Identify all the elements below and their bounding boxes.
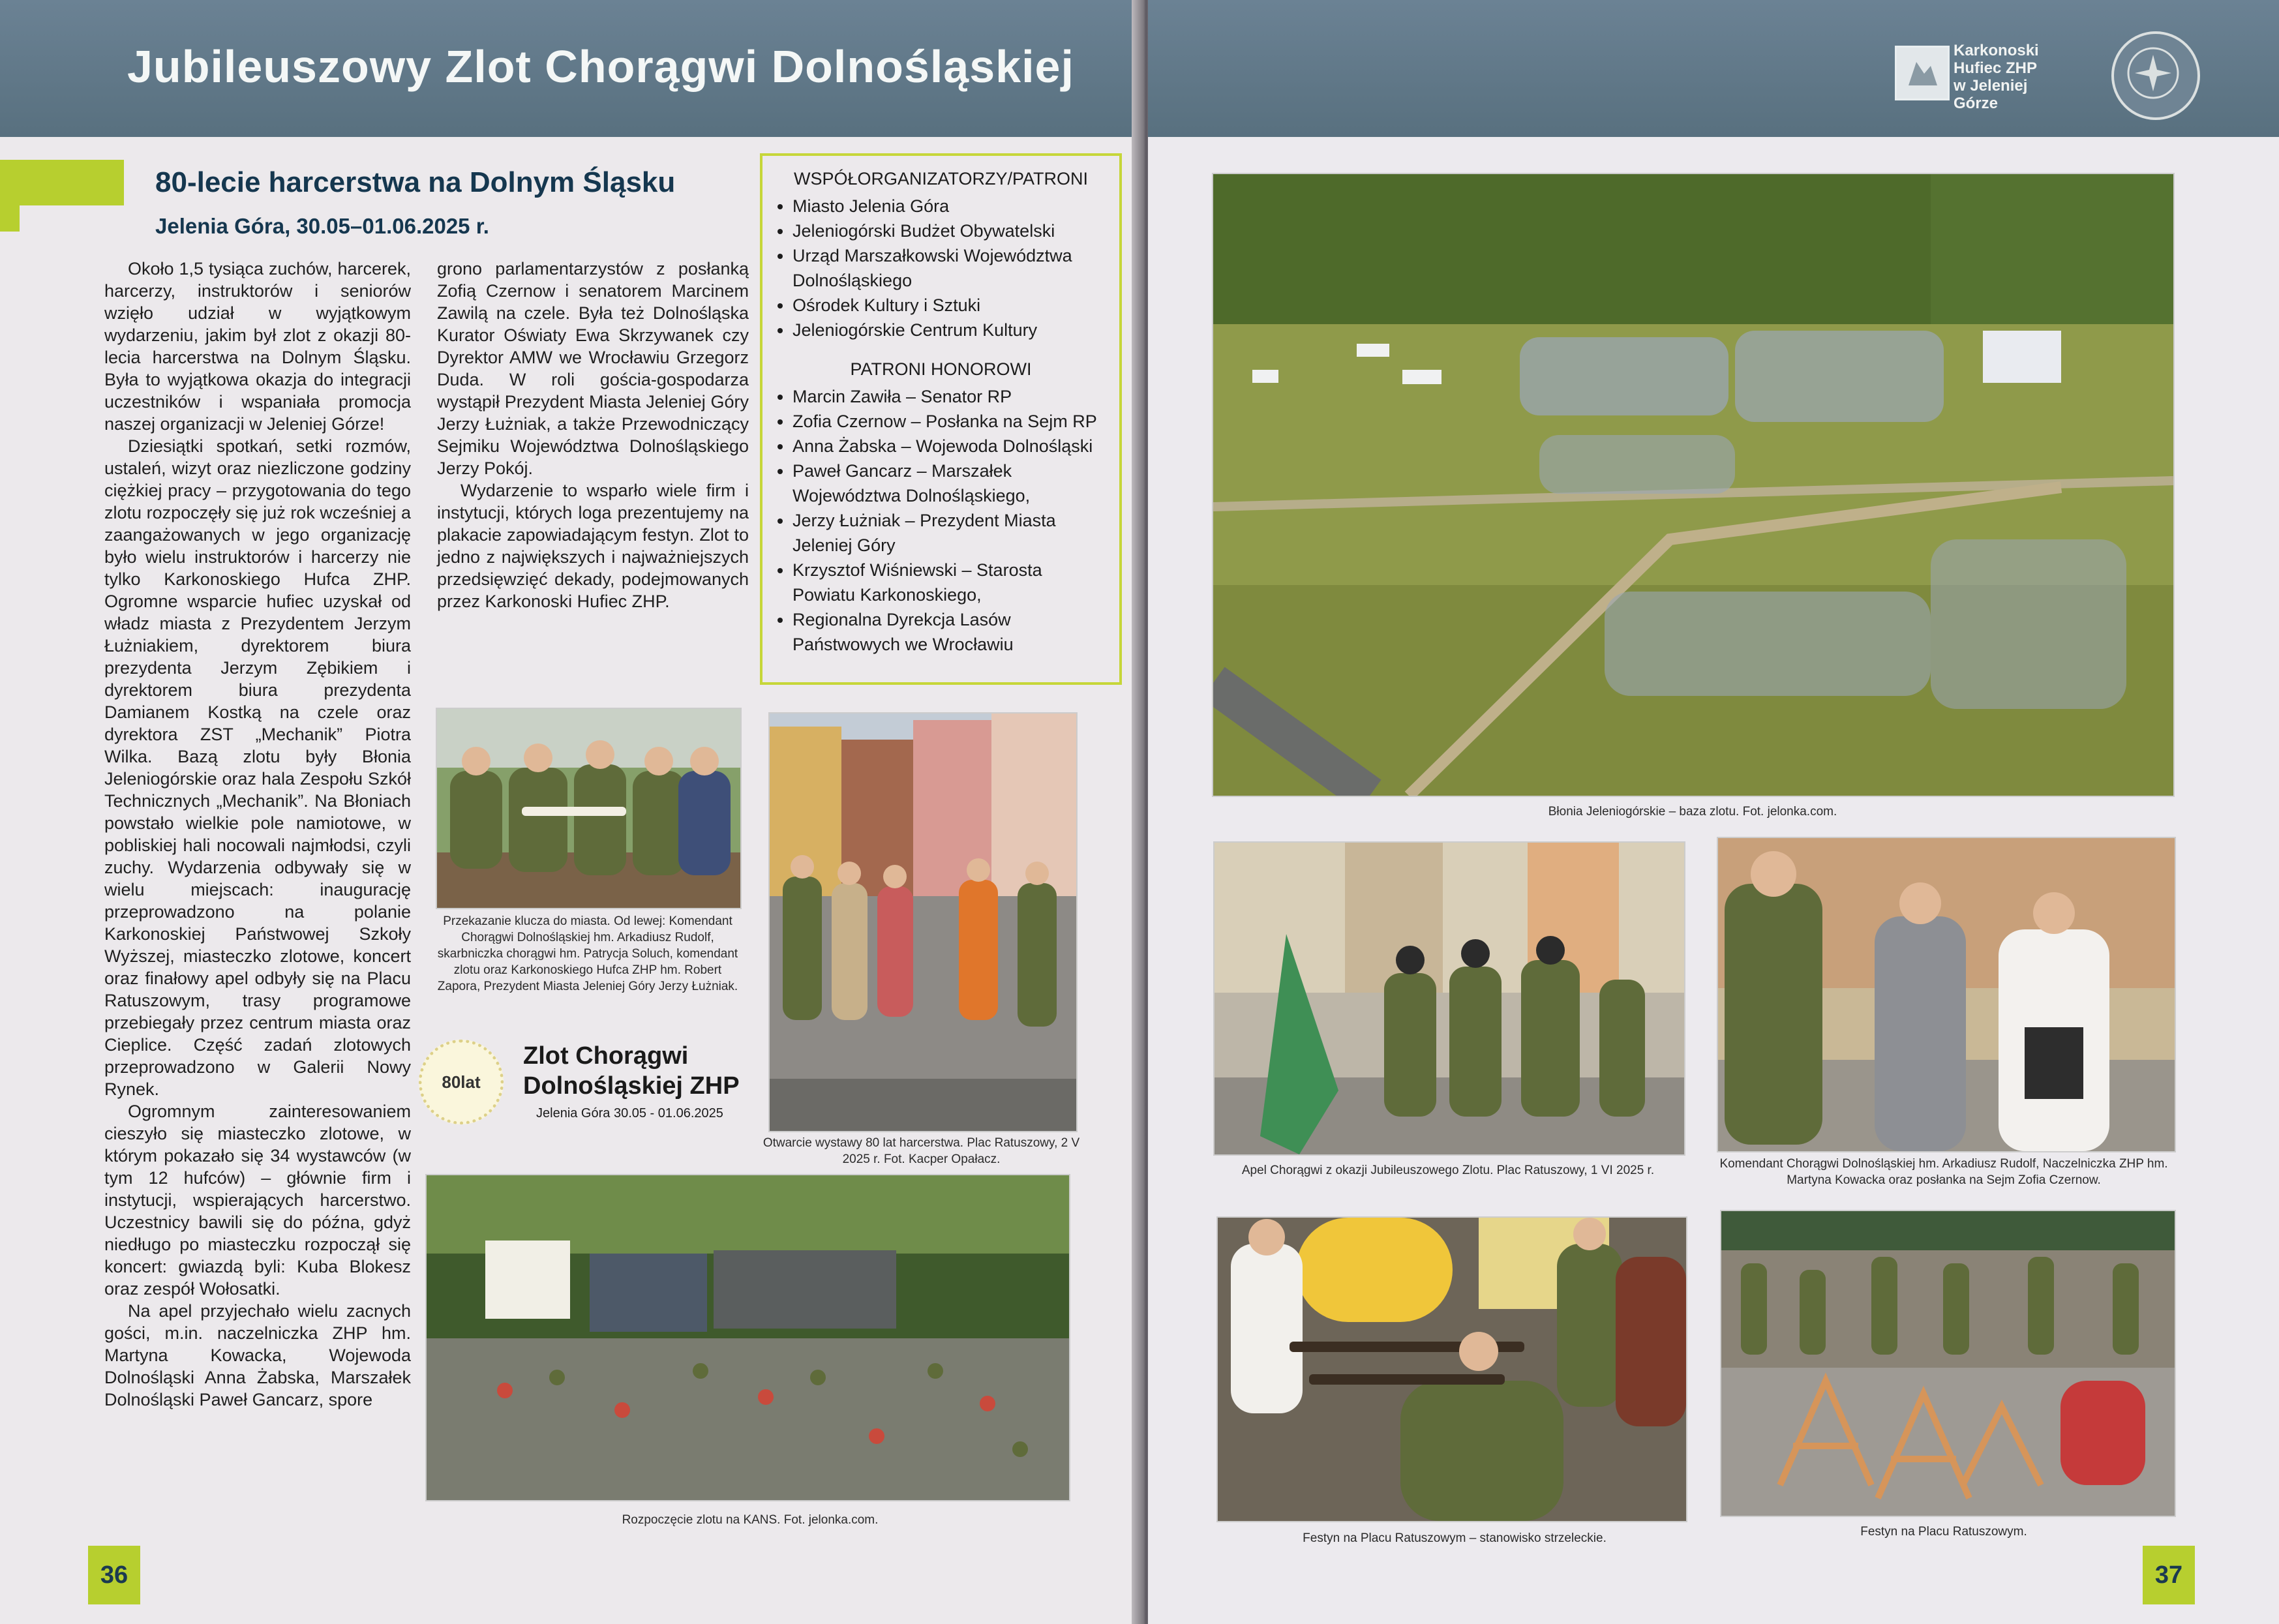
coorganizers-list: [776, 194, 1106, 342]
photo-key-handover: [436, 708, 742, 909]
article-column-1: [104, 258, 411, 1411]
honorary-patron-item: • Paweł Gancarz – Marszałek Województwa Dolnośląskiego,: [792, 459, 1106, 508]
event-logo-dates: Jelenia Góra 30.05 - 01.06.2025: [536, 1106, 723, 1120]
article-paragraph: Około 1,5 tysiąca zuchów, harcerek, harcerzy, instruktorów i seniorów wzięło udział w wyjątkowym wydarzeniu, jakim był zlot z okazji 80-lecia harcerstwa na Dolnym Śląsku. Była to wyjątkowa okazja do integracji uczestników i wspaniała promocja naszej organizacji w Jeleniej Górze!: [104, 259, 411, 434]
caption-key-handover: Przekazanie klucza do miasta. Od lewej: Komendant Chorągwi Dolnośląskiej hm. Arkadiusz Rudolf, skarbniczka chorągwi hm. Patrycja Soluch, komendant zlotu oraz Karkonoskiego Hufca ZHP hm. Robert Zapora, Prezydent Miasta Jeleniej Góry Jerzy Łużniak.: [437, 914, 738, 993]
honorary-patron-item: • Marcin Zawiła – Senator RP: [792, 384, 1106, 409]
photo-shooting-station: [1216, 1216, 1687, 1522]
honorary-patron-item: • Zofia Czernow – Posłanka na Sejm RP: [792, 409, 1106, 434]
article-title: 80-lecie harcerstwa na Dolnym Śląsku: [155, 166, 676, 198]
photo-aerial-campsite: [1212, 173, 2175, 797]
caption-festival: Festyn na Placu Ratuszowym.: [1860, 1525, 2027, 1539]
caption-shooting: Festyn na Placu Ratuszowym – stanowisko strzeleckie.: [1303, 1531, 1607, 1545]
honorary-patron-item: • Regionalna Dyrekcja Lasów Państwowych we Wrocławiu: [792, 607, 1106, 657]
coorganizer-item: • Jeleniogórski Budżet Obywatelski: [792, 218, 1106, 243]
caption-opening: Rozpoczęcie zlotu na KANS. Fot. jelonka.com.: [622, 1513, 879, 1527]
article-subtitle: Jelenia Góra, 30.05–01.06.2025 r.: [155, 214, 489, 238]
green-tab-top: [0, 160, 124, 205]
article-paragraph: grono parlamentarzystów z posłanką Zofią Czernow i senatorem Marcinem Zawilą na czele. Była też Dolnośląska Kurator Oświaty Ewa Skrzywanek czy Dyrektor AMW we Wrocławiu Grzegorz Duda. W roli gościa-gospodarza wystąpił Prezydent Miasta Jeleniej Góry Jerzy Łużniak, a także Przewodniczący Sejmiku Województwa Dolnośląskiego Jerzy Pokój.: [437, 259, 749, 478]
section-title: Jubileuszowy Zlot Chorągwi Dolnośląskiej: [127, 41, 1074, 92]
article-paragraph: Wydarzenie to wsparło wiele firm i instytucji, których loga prezentujemy na plakacie zapowiadającym festyn. Zlot to jedno z największych i najważniejszych przedsięwzięć dekady, podejmowanych przez Karkonoski Hufiec ZHP.: [437, 481, 749, 611]
honorary-patrons-list: [776, 384, 1106, 657]
article-column-2: [437, 258, 749, 612]
photo-festival: [1720, 1210, 2176, 1517]
photo-exhibition: [768, 712, 1078, 1132]
sponsors-box: [760, 153, 1122, 685]
anniversary-80-icon: 80lat: [419, 1040, 504, 1124]
honorary-patron-item: • Krzysztof Wiśniewski – Starosta Powiatu Karkonoskiego,: [792, 558, 1106, 607]
coorganizer-item: • Miasto Jelenia Góra: [792, 194, 1106, 218]
event-logo: [419, 1036, 758, 1127]
coorganizers-heading: WSPÓŁORGANIZATORZY/PATRONI: [793, 169, 1089, 188]
photo-commandant: [1717, 837, 2176, 1152]
caption-appeal: Apel Chorągwi z okazji Jubileuszowego Zlotu. Plac Ratuszowy, 1 VI 2025 r.: [1241, 1164, 1655, 1177]
hufiec-logo-icon: [1895, 46, 1950, 100]
honorary-patrons-heading: PATRONI HONOROWI: [850, 359, 1032, 379]
history-commission-badge-icon: [2111, 31, 2200, 120]
coorganizer-item: • Urząd Marszałkowski Województwa Dolnośląskiego: [792, 243, 1106, 293]
photo-opening: [425, 1174, 1070, 1501]
hufiec-logo-text: Karkonoski Hufiec ZHP w Jeleniej Górze: [1954, 42, 2039, 112]
photo-appeal: [1213, 841, 1685, 1156]
event-logo-title: Zlot Chorągwi Dolnośląskiej ZHP: [523, 1042, 740, 1100]
caption-commandant: Komendant Chorągwi Dolnośląskiej hm. Arkadiusz Rudolf, Naczelniczka ZHP hm. Martyna Kowacka oraz posłanka na Sejm Zofia Czernow.: [1719, 1157, 2168, 1187]
caption-aerial: Błonia Jeleniogórskie – baza zlotu. Fot. jelonka.com.: [1548, 805, 1837, 819]
right-page: [1148, 0, 2279, 1624]
article-paragraph: Ogromnym zainteresowaniem cieszyło się miasteczko zlotowe, w którym pokazało się 34 wystawców (w tym 12 hufców) – głównie firm i instytucji, wspierających harcerstwo. Uczestnicy bawili się do późna, gdyż niedługo po miasteczku rozpoczął się koncert: gwiazdą byli: Kuba Blokesz oraz zespół Wołosatki.: [104, 1102, 411, 1299]
green-tab-stub: [0, 205, 20, 232]
honorary-patron-item: • Jerzy Łużniak – Prezydent Miasta Jeleniej Góry: [792, 508, 1106, 558]
page-number-left: 36: [100, 1561, 128, 1589]
left-page: [0, 0, 1135, 1624]
header-band-right: [1148, 0, 2279, 137]
page-number-right: 37: [2154, 1561, 2183, 1589]
article-paragraph: Na apel przyjechało wielu zacnych gości, m.in. naczelniczka ZHP hm. Martyna Kowacka, Wojewoda Dolnośląski Anna Żabska, Marszałek Dolnośląski Paweł Gancarz, spore: [104, 1301, 411, 1409]
header-band-left: [0, 0, 1135, 137]
honorary-patron-item: • Anna Żabska – Wojewoda Dolnośląski: [792, 434, 1106, 459]
coorganizer-item: • Jeleniogórskie Centrum Kultury: [792, 318, 1106, 342]
article-paragraph: Dziesiątki spotkań, setki rozmów, ustaleń, wizyt oraz niezliczone godziny ciężkiej pracy – przygotowania do tego zlotu rozpoczęły się już rok wcześniej a zaangażowanych w jego organizację było wielu instruktorów i harcerzy nie tylko Karkonoskiego Hufca ZHP. Ogromne wsparcie hufiec uzyskał od władz miasta z Prezydentem Jerzym Łużniakiem, dyrektorem biura prezydenta Jerzym Zębikiem i dyrektorem biura prezydenta Damianem Kostką na czele oraz dyrektora ZST „Mechanik” Piotra Wilka. Bazą zlotu były Błonia Jeleniogórskie oraz hala Zespołu Szkół Technicznych „Mechanik”. Na Błoniach powstało wielkie pole namiotowe, w pobliskiej hali nocowali najmłodsi, czyli zuchy. Wydarzenia odbywały się w wielu miejscach: inaugurację przeprowadzono na polanie Karkonoskiej Państwowej Szkoły Wyższej, miasteczko zlotowe, koncert oraz finałowy apel odbyły się na Placu Ratuszowym, trasy programowe przebiegały przez centrum miasta oraz Cieplice. Część zadań zlotowych przeprowadzono w Galerii Nowy Rynek.: [104, 436, 411, 1099]
coorganizer-item: • Ośrodek Kultury i Sztuki: [792, 293, 1106, 318]
caption-exhibition: Otwarcie wystawy 80 lat harcerstwa. Plac Ratuszowy, 2 V 2025 r. Fot. Kacper Opałacz.: [762, 1136, 1080, 1166]
